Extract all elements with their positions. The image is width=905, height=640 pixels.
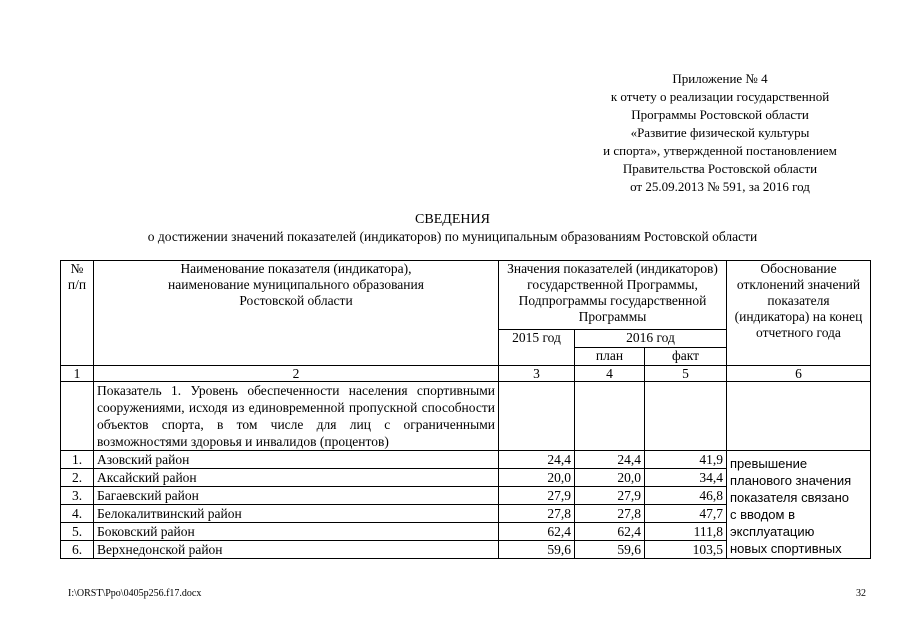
indicator-row bbox=[61, 382, 871, 451]
column-number: 1 bbox=[61, 366, 94, 382]
table-row bbox=[61, 451, 871, 469]
column-numbers-row bbox=[61, 366, 871, 382]
document-title: СВЕДЕНИЯ bbox=[415, 212, 490, 227]
header-plan: план bbox=[575, 348, 645, 366]
justification-line: с вводом в bbox=[730, 507, 795, 522]
appendix-line: от 25.09.2013 № 591, за 2016 год bbox=[630, 179, 810, 194]
row-2015: 59,6 bbox=[499, 541, 575, 559]
row-number: 2. bbox=[61, 469, 94, 487]
appendix-line: Правительства Ростовской области bbox=[622, 161, 818, 176]
row-2015: 20,0 bbox=[499, 469, 575, 487]
indicators-table bbox=[60, 260, 871, 559]
row-plan: 27,9 bbox=[575, 487, 645, 505]
row-name: Азовский район bbox=[94, 451, 499, 469]
header-2016: 2016 год bbox=[575, 330, 727, 348]
row-plan: 27,8 bbox=[575, 505, 645, 523]
column-number: 5 bbox=[645, 366, 727, 382]
justification-line: эксплуатацию bbox=[730, 524, 815, 539]
row-plan: 62,4 bbox=[575, 523, 645, 541]
footer-file-path: I:\ORST\Ppo\0405p256.f17.docx bbox=[68, 588, 202, 599]
row-2015: 27,8 bbox=[499, 505, 575, 523]
indicator-description: Показатель 1. Уровень обеспеченности населения спортивными сооружениями, исходя из единовременной пропускной способности объектов спорта, в том числе для лиц с ограниченными возможностями здоровья и инвалидов (процентов) bbox=[94, 382, 499, 451]
header-justification: Обоснование отклонений значений показателя (индикатора) на конец отчетного года bbox=[727, 261, 871, 366]
row-number: 3. bbox=[61, 487, 94, 505]
appendix-line: к отчету о реализации государственной bbox=[610, 89, 830, 104]
row-fact: 41,9 bbox=[645, 451, 727, 469]
row-plan: 24,4 bbox=[575, 451, 645, 469]
column-number: 2 bbox=[94, 366, 499, 382]
justification-line: новых спортивных bbox=[730, 541, 842, 556]
justification-line: превышение bbox=[730, 456, 808, 471]
row-plan: 20,0 bbox=[575, 469, 645, 487]
row-plan: 59,6 bbox=[575, 541, 645, 559]
appendix-line: Приложение № 4 bbox=[672, 71, 768, 86]
row-justification bbox=[727, 451, 871, 559]
header-row bbox=[61, 261, 871, 330]
header-2015: 2015 год bbox=[499, 330, 575, 366]
column-number: 3 bbox=[499, 366, 575, 382]
row-name: Верхнедонской район bbox=[94, 541, 499, 559]
row-number: 1. bbox=[61, 451, 94, 469]
document-subtitle: о достижении значений показателей (индикаторов) по муниципальным образованиям Ростовской области bbox=[147, 229, 758, 244]
justification-line: планового значения bbox=[730, 473, 852, 488]
row-fact: 34,4 bbox=[645, 469, 727, 487]
footer-page-number: 32 bbox=[856, 588, 866, 599]
appendix-line: Программы Ростовской области bbox=[631, 107, 809, 122]
row-fact: 46,8 bbox=[645, 487, 727, 505]
appendix-line: и спорта», утвержденной постановлением bbox=[603, 143, 837, 158]
appendix-header bbox=[540, 70, 900, 196]
row-name: Белокалитвинский район bbox=[94, 505, 499, 523]
header-name: Наименование показателя (индикатора), наименование муниципального образования Ростовской области bbox=[94, 261, 499, 366]
row-name: Аксайский район bbox=[94, 469, 499, 487]
row-2015: 24,4 bbox=[499, 451, 575, 469]
row-name: Боковский район bbox=[94, 523, 499, 541]
row-name: Багаевский район bbox=[94, 487, 499, 505]
justification-line: показателя связано bbox=[730, 490, 849, 505]
row-fact: 47,7 bbox=[645, 505, 727, 523]
row-number: 6. bbox=[61, 541, 94, 559]
row-number: 5. bbox=[61, 523, 94, 541]
column-number: 4 bbox=[575, 366, 645, 382]
row-2015: 27,9 bbox=[499, 487, 575, 505]
header-values: Значения показателей (индикаторов) государственной Программы, Подпрограммы государственной Программы bbox=[499, 261, 727, 330]
row-number: 4. bbox=[61, 505, 94, 523]
header-fact: факт bbox=[645, 348, 727, 366]
column-number: 6 bbox=[727, 366, 871, 382]
row-fact: 111,8 bbox=[645, 523, 727, 541]
row-fact: 103,5 bbox=[645, 541, 727, 559]
row-2015: 62,4 bbox=[499, 523, 575, 541]
appendix-line: «Развитие физической культуры bbox=[630, 125, 810, 140]
header-num: № п/п bbox=[61, 261, 94, 366]
